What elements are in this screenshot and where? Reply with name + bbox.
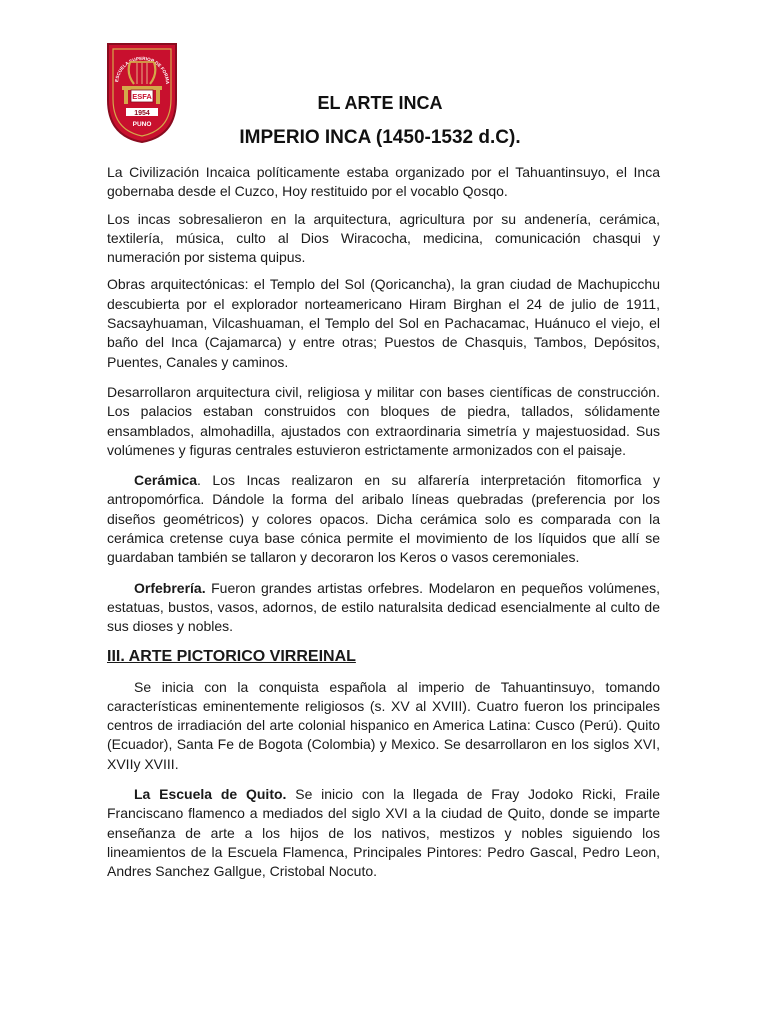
section-heading: III. ARTE PICTORICO VIRREINAL xyxy=(107,647,356,665)
paragraph-virreinal: Se inicia con la conquista española al imperio de Tahuantinsuyo, tomando características eminentemente religiosos (s. XV al XVIII). Cuatro fueron los principales centros de irradiación del arte colonial hispanico en America Latina: Cusco (Perú). Quito (Ecuador), Santa Fe de Bogota (Colombia) y Mexico. Se desarrollaron en los siglos XVI, XVIIy XVIII. xyxy=(107,678,660,772)
paragraph-arquitectura: Desarrollaron arquitectura civil, religiosa y militar con bases científicas de construcción. Los palacios estaban construidos con bloques de piedra, tallados, sólidamente ensamblados, almohadilla, ajustados con extraordinaria simetría y majestuosidad. Sus volúmenes y figuras centrales estuvieron estrictamente armonizados con el paisaje. xyxy=(107,383,660,458)
esfa-logo xyxy=(104,40,180,144)
escuela-quito-label: La Escuela de Quito. xyxy=(134,786,287,803)
paragraph-escuela-quito xyxy=(107,785,660,881)
escuela-quito-text: Se inicio con la llegada de Fray Jodoko Ricki, Fraile Franciscano flamenco a mediados del siglo XVI a la ciudad de Quito, donde se imparte enseñanza de arte a los hijos de los nativos, mestizos y nobles siguiendo los lineamientos de la Escuela Flamenca, Principales Pintores: Pedro Gascal, Pedro Leon, Andres Sanchez Gallgue, Cristobal Nocuto. xyxy=(107,786,661,880)
svg-text:1954: 1954 xyxy=(134,110,150,117)
orfebreria-label: Orfebrería. xyxy=(134,579,206,596)
paragraph-obras: Obras arquitectónicas: el Templo del Sol (Qoricancha), la gran ciudad de Machupicchu descubierta por el explorador norteamericano Hiram Birghan el 24 de julio de 1911, Sacsayhuaman, Vilcashuaman, el Templo del Sol en Pachacamac, Huánuco el viejo, el baño del Inca (Cajamarca) y entre otras; Puestos de Chasquis, Tambos, Depósitos, Puentes, Canales y caminos. xyxy=(107,276,660,370)
paragraph-ceramica xyxy=(107,471,660,567)
svg-text:ESCUELA SUPERIOR DE FORMACIÓN: ESCUELA SUPERIOR DE FORMA xyxy=(114,55,171,85)
document-title: EL ARTE INCA xyxy=(317,93,443,113)
svg-text:PUNO: PUNO xyxy=(132,121,152,128)
document-subtitle: IMPERIO INCA (1450-1532 d.C). xyxy=(239,127,521,148)
paragraph-civilizacion: La Civilización Incaica políticamente estaba organizado por el Tahuantinsuyo, el Inca gobernaba desde el Cuzco, Hoy restituido por el vocablo Qosqo. xyxy=(107,164,660,200)
svg-text:ESFA: ESFA xyxy=(132,92,152,101)
orfebreria-text: Fueron grandes artistas orfebres. Modelaron en pequeños volúmenes, estatuas, bustos, vasos, adornos, de estilo naturalsita dedicad esencialmente al culto de sus dioses y nobles. xyxy=(107,579,660,635)
paragraph-orfebreria xyxy=(107,579,660,637)
paragraph-sobresalieron: Los incas sobresalieron en la arquitectura, agricultura por su andenería, cerámica, textilería, música, culto al Dios Wiracocha, medicina, comunicación chasqui y numeración por sistema quipus. xyxy=(107,210,660,266)
ceramica-text: . Los Incas realizaron en su alfarería interpretación fitomorfica y antropomórfica. Dándole la forma del aribalo líneas quebradas (preferencia por los diseños geométricos) y colores opacos. Dicha cerámica solo es comparada con la cerámica cretense cuya base cónica permite el movimiento de los líquidos que allí se guardaban también se tallaron y decoraron los Keros o vasos ceremoniales. xyxy=(107,472,660,566)
document-body xyxy=(107,163,660,890)
ceramica-label: Cerámica xyxy=(134,472,198,489)
